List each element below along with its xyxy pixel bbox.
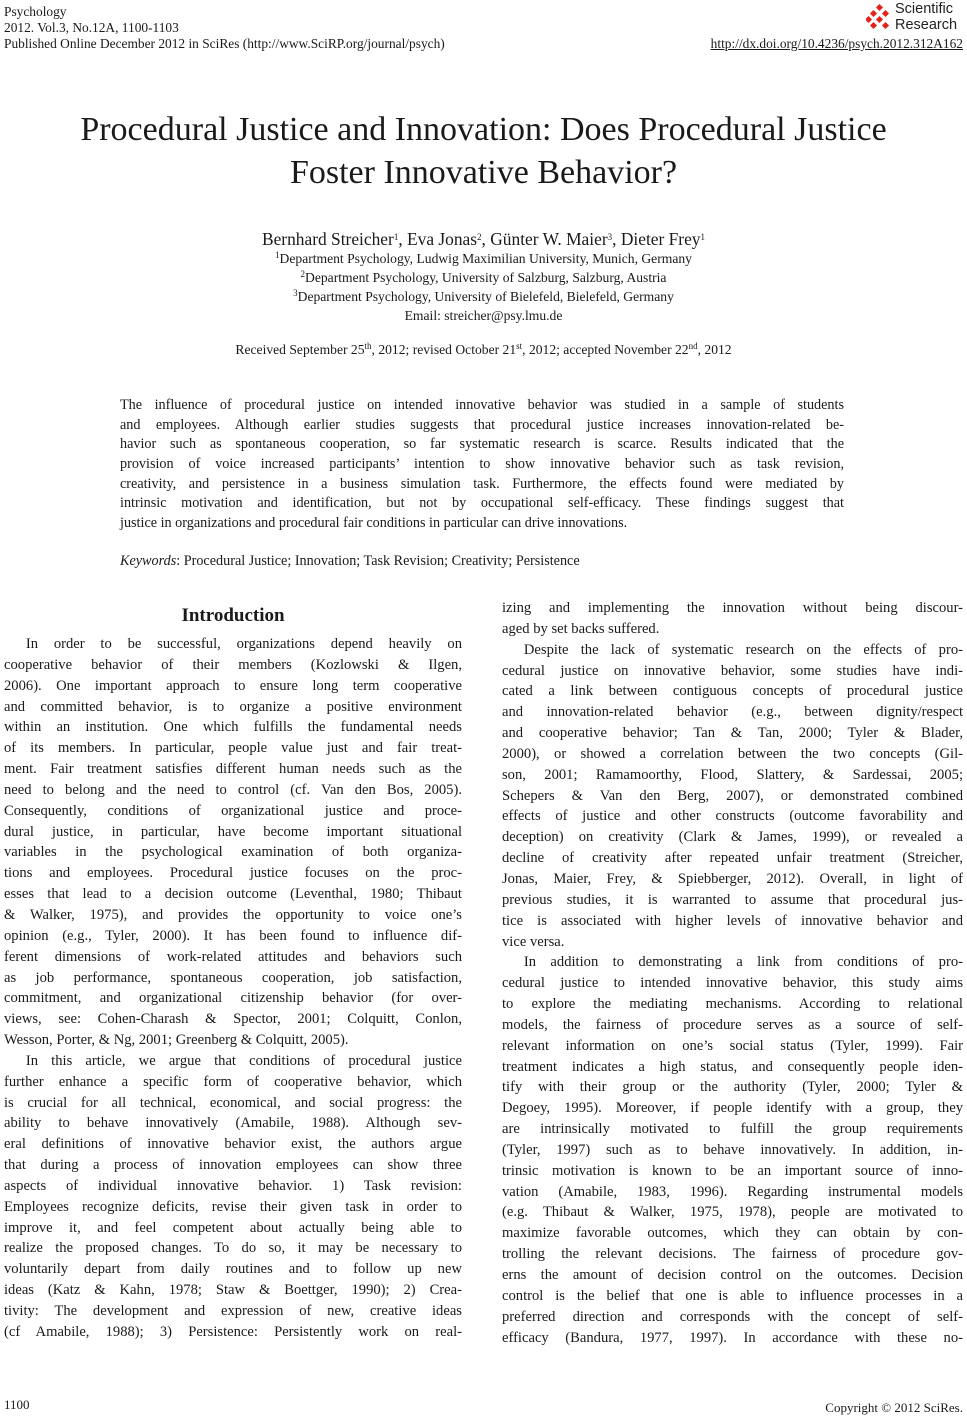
text-line: & Walker, 1975), and provides the opportunity to voice one’s bbox=[4, 906, 462, 923]
text-line: In order to be successful, organizations depend heavily on bbox=[4, 636, 462, 652]
text-line: within an institution. One which fulfills the fundamental needs bbox=[4, 719, 462, 736]
text-line: In this article, we argue that conditions of procedural justice bbox=[4, 1052, 462, 1069]
affiliation: $^2$Department Psychology, University of Salzburg, Salzburg, Austria bbox=[300, 269, 667, 285]
text-line: 2000), or showed a correlation between the two concepts (Gil- bbox=[502, 745, 963, 762]
text-line: trinsic motivation is known to be an important source of inno- bbox=[502, 1162, 963, 1179]
text-line: tions and employees. Procedural justice focuses on the proc- bbox=[4, 865, 462, 882]
affiliations bbox=[0, 249, 967, 325]
text-line: Despite the lack of systematic research on the effects of pro- bbox=[502, 641, 963, 658]
text-line: previous studies, it is warranted to assume that procedural jus- bbox=[502, 891, 963, 908]
journal-name: Psychology bbox=[4, 4, 67, 19]
text-line: to explore the mediating mechanisms. According to relational bbox=[502, 996, 963, 1013]
text-line: vice versa. bbox=[502, 933, 565, 950]
keywords bbox=[120, 551, 844, 571]
title-line-2: Foster Innovative Behavior? bbox=[289, 154, 678, 191]
keywords-list: : Procedural Justice; Innovation; Task Revision; Creativity; Persistence bbox=[176, 553, 580, 569]
text-line: tify with their group or the authority (Tyler, 2000; Tyler & bbox=[502, 1079, 963, 1096]
text-line: improve it, and feel competent about actually being able to bbox=[4, 1219, 462, 1236]
text-line: tice is associated with higher levels of innovative behavior and bbox=[502, 912, 963, 929]
text-line: Employees recognize deficits, revise their given task in order to bbox=[4, 1198, 462, 1215]
text-line: Degoey, 1995). Moreover, if people identify with a group, they bbox=[502, 1100, 963, 1117]
text-line: preferred direction and corresponds with the concept of self- bbox=[502, 1308, 963, 1325]
text-line: ferent dimensions of work-related attitudes and behaviors such bbox=[4, 948, 462, 965]
text-line: maximize favorable outcomes, which they can obtain by con- bbox=[502, 1225, 963, 1242]
text-line: efficacy (Bandura, 1977, 1997). In accordance with these no- bbox=[502, 1329, 963, 1346]
text-line: trolling the relevant decisions. The fairness of procedure gov- bbox=[502, 1246, 963, 1263]
text-line: (cf Amabile, 1988); 3) Persistence: Persistently work on real- bbox=[4, 1323, 462, 1340]
abstract bbox=[120, 396, 844, 534]
section-heading-introduction: Introduction bbox=[181, 605, 285, 626]
publisher-logo bbox=[866, 1, 963, 35]
text-line: cedural justice to intended innovative behavior, this study aims bbox=[502, 975, 963, 992]
paper-title bbox=[0, 108, 967, 194]
text-line: cooperative behavior of their members (Kozlowski & Ilgen, bbox=[4, 656, 462, 673]
text-line: vation (Amabile, 1983, 1996). Regarding instrumental models bbox=[502, 1183, 963, 1200]
text-line: further enhance a specific form of cooperative behavior, which bbox=[4, 1073, 462, 1090]
copyright: Copyright © 2012 SciRes. bbox=[825, 1400, 963, 1415]
author-list bbox=[0, 228, 967, 250]
running-header bbox=[4, 4, 445, 52]
text-line: effects of justice and other constructs (outcome favorability and bbox=[502, 808, 963, 825]
text-line: ideas (Katz & Kahn, 1978; Staw & Boettger, 1990); 2) Crea- bbox=[4, 1282, 462, 1299]
abstract-line: The influence of procedural justice on intended innovative behavior was studied in a sample of students bbox=[120, 397, 844, 413]
text-line: In addition to demonstrating a link from conditions of pro- bbox=[502, 954, 963, 971]
doi-link[interactable]: http://dx.doi.org/10.4236/psych.2012.312A162 bbox=[710, 36, 963, 51]
body-column-right bbox=[502, 598, 963, 1348]
text-line: that during a process of innovation employees can show three bbox=[4, 1157, 462, 1174]
text-line: models, the fairness of procedure serves as a source of self- bbox=[502, 1016, 963, 1033]
affiliation: $^3$Department Psychology, University of Bielefeld, Bielefeld, Germany bbox=[293, 288, 674, 304]
text-line: erns the amount of decision control on the outcomes. Decision bbox=[502, 1267, 963, 1283]
text-line: need to belong and the need to control (cf. Van den Bos, 2005). bbox=[4, 781, 462, 798]
abstract-line: justice in organizations and procedural fair conditions in particular can drive innovations. bbox=[120, 515, 628, 532]
publication-info: Published Online December 2012 in SciRes (http://www.SciRP.org/journal/psych) bbox=[4, 36, 445, 51]
abstract-line: provision of voice increased participants’ intention to show innovative behavior such as task revision, bbox=[120, 456, 844, 473]
body-column-left bbox=[4, 598, 462, 1343]
text-line: and cooperative behavior; Tan & Tan, 2000; Tyler & Blader, bbox=[502, 725, 963, 742]
text-line: of its members. In particular, people value just and fair treat- bbox=[4, 740, 462, 757]
text-line: ability to behave innovatively (Amabile, 1988). Although sev- bbox=[4, 1115, 462, 1132]
text-line: voluntarily depart from daily routines and to follow up new bbox=[4, 1261, 462, 1278]
text-line: cated a link between contiguous concepts of procedural justice bbox=[502, 683, 963, 700]
text-line: ment. Fair treatment satisfies different human needs such as the bbox=[4, 761, 462, 778]
doi bbox=[711, 36, 963, 52]
affiliation: $^1$Department Psychology, Ludwig Maximilian University, Munich, Germany bbox=[275, 250, 692, 266]
page-number: 1100 bbox=[4, 1397, 30, 1412]
text-line: is crucial for all technical, economical, and social progress: the bbox=[4, 1094, 462, 1111]
text-line: Schepers & Van den Berg, 2007), or demonstrated combined bbox=[502, 787, 963, 804]
author: Eva Jonas$^2$, bbox=[407, 229, 491, 249]
text-line: cedural justice on innovative behavior, some studies have indi- bbox=[502, 662, 963, 679]
author: Günter W. Maier$^3$, bbox=[490, 229, 621, 249]
text-line: views, see: Cohen-Charash & Spector, 2001; Colquitt, Conlon, bbox=[4, 1011, 462, 1028]
text-line: as job performance, spontaneous cooperation, job satisfaction, bbox=[4, 969, 462, 986]
text-line: aspects of individual innovative behavior. 1) Task revision: bbox=[4, 1177, 462, 1194]
author: Bernhard Streicher$^1$, bbox=[261, 229, 408, 249]
text-line: (e.g. Thibaut & Walker, 1975, 1978), people are motivated to bbox=[502, 1204, 963, 1221]
text-line: Wesson, Porter, & Ng, 2001; Greenberg & Colquitt, 2005). bbox=[4, 1032, 349, 1049]
text-line: commitment, and organizational citizenship behavior (for over- bbox=[4, 990, 462, 1007]
received-dates: Received September 25th, 2012; revised October 21st, 2012; accepted November 22nd, 2012 bbox=[235, 341, 732, 357]
abstract-line: havior such as spontaneous cooperation, so far systematic research is scarce. Results indicated that the bbox=[120, 436, 844, 453]
abstract-line: intrinsic motivation and identification, but not by occupational self-efficacy. These findings suggest that bbox=[120, 495, 844, 512]
text-line: relevant information on one’s social status (Tyler, 1999). Fair bbox=[502, 1037, 963, 1054]
text-line: 2006). One important approach to ensure long term cooperative bbox=[4, 677, 462, 694]
publisher-logo-text: Scientific Research bbox=[895, 1, 958, 33]
text-line: tivity: The development and expression of new, creative ideas bbox=[4, 1303, 462, 1319]
text-line: variables in the psychological examination of both organiza- bbox=[4, 844, 462, 861]
contact-email: Email: streicher@psy.lmu.de bbox=[404, 308, 563, 323]
text-line: control is the belief that one is able to influence processes in a bbox=[502, 1287, 963, 1304]
abstract-line: creativity, and persistence in a business simulation task. Furthermore, the effects found were mediated by bbox=[120, 475, 844, 492]
keywords-label: Keywords bbox=[120, 553, 177, 569]
text-line: and committed behavior, is to organize a positive environment bbox=[4, 698, 462, 715]
text-line: (Tyler, 1997) such as to behave innovatively. In addition, in- bbox=[502, 1141, 963, 1158]
text-line: son, 2001; Ramamoorthy, Flood, Slattery, & Sardessai, 2005; bbox=[502, 766, 963, 783]
text-line: dural justice, in particular, have become important situational bbox=[4, 823, 462, 840]
text-line: aged by set backs suffered. bbox=[502, 620, 660, 637]
abstract-line: and employees. Although earlier studies suggests that procedural justice increases innovation-related be- bbox=[120, 416, 844, 433]
text-line: Consequently, conditions of organizational justice and proce- bbox=[4, 802, 462, 819]
title-line-1: Procedural Justice and Innovation: Does Procedural Justice bbox=[80, 111, 887, 148]
text-line: realize the proposed changes. To do so, it may be necessary to bbox=[4, 1240, 462, 1257]
publisher-logo-icon bbox=[866, 4, 892, 32]
text-line: izing and implementing the innovation without being discour- bbox=[502, 600, 963, 616]
text-line: are intrinsically motivated to fulfill the group requirements bbox=[502, 1121, 963, 1138]
text-line: decline of creativity after repeated unfair treatment (Streicher, bbox=[502, 850, 963, 867]
text-line: deception) on creativity (Clark & James, 1999), or revealed a bbox=[502, 829, 963, 846]
text-line: opinion (e.g., Tyler, 2000). It has been found to influence dif- bbox=[4, 927, 462, 944]
author: Dieter Frey$^1$ bbox=[620, 229, 706, 249]
journal-volume: 2012. Vol.3, No.12A, 1100-1103 bbox=[4, 20, 179, 35]
text-line: treatment indicates a high status, and consequently people iden- bbox=[502, 1058, 963, 1075]
text-line: eral definitions of innovative behavior exist, the authors argue bbox=[4, 1136, 462, 1153]
text-line: esses that lead to a decision outcome (Leventhal, 1980; Thibaut bbox=[4, 886, 462, 903]
text-line: and innovation-related behavior (e.g., between dignity/respect bbox=[502, 704, 963, 721]
text-line: Jonas, Maier, Frey, & Spiebberger, 2012). Overall, in light of bbox=[502, 870, 963, 887]
